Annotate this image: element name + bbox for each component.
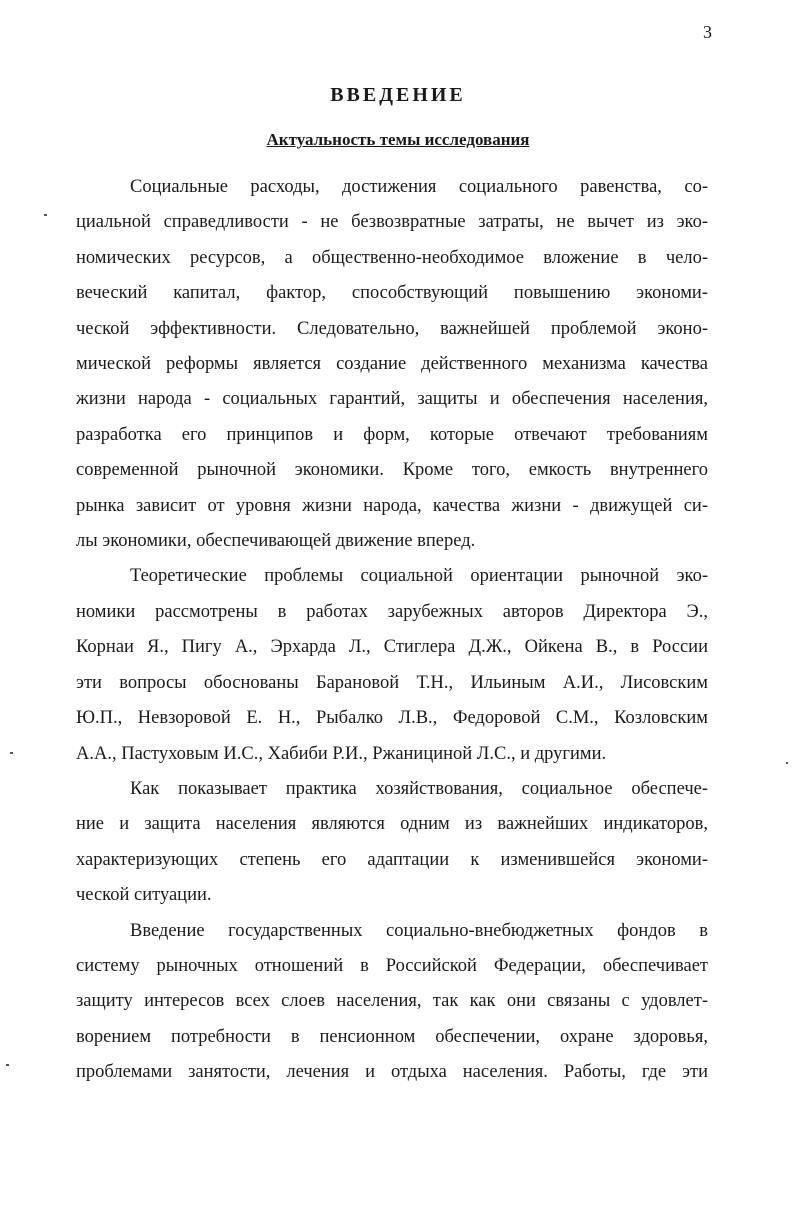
paragraph xyxy=(76,772,708,914)
text-line: мической реформы является создание действенного механизма качества xyxy=(76,354,708,375)
paragraph xyxy=(76,559,708,771)
scan-speck xyxy=(44,214,47,216)
text-line: разработка его принципов и форм, которые отвечают требованиям xyxy=(76,424,708,445)
text-line: жизни народа - социальных гарантий, защиты и обеспечения населения, xyxy=(76,389,708,410)
text-line: эти вопросы обоснованы Барановой Т.Н., Ильиным А.И., Лисовским xyxy=(76,672,708,693)
text-line: проблемами занятости, лечения и отдыха населения. Работы, где эти xyxy=(76,1062,708,1083)
scan-speck xyxy=(10,752,13,754)
text-line: Корнаи Я., Пигу А., Эрхарда Л., Стиглера Д.Ж., Ойкена В., в России xyxy=(76,637,708,658)
text-line: ческой эффективности. Следовательно, важнейшей проблемой эконо- xyxy=(76,318,708,339)
text-line: Ю.П., Невзоровой Е. Н., Рыбалко Л.В., Федоровой С.М., Козловским xyxy=(76,708,708,729)
text-line: ние и защита населения являются одним из важнейших индикаторов, xyxy=(76,814,708,835)
text-line: А.А., Пастуховым И.С., Хабиби Р.И., Ржанициной Л.С., и другими. xyxy=(76,743,607,764)
page-title: ВВЕДЕНИЕ xyxy=(330,84,466,106)
text-line: рынка зависит от уровня жизни народа, качества жизни - движущей си- xyxy=(76,495,708,516)
text-line: ческой ситуации. xyxy=(76,885,212,906)
text-line: номики рассмотрены в работах зарубежных авторов Директора Э., xyxy=(76,601,708,622)
text-line: лы экономики, обеспечивающей движение вперед. xyxy=(76,531,476,552)
text-line: характеризующих степень его адаптации к изменившейся экономи- xyxy=(76,849,708,870)
text-line: циальной справедливости - не безвозвратные затраты, не вычет из эко- xyxy=(76,212,708,233)
text-line: Социальные расходы, достижения социального равенства, со- xyxy=(130,177,708,197)
paragraph xyxy=(76,170,708,559)
body-text xyxy=(76,170,708,1091)
text-line: систему рыночных отношений в Российской Федерации, обеспечивает xyxy=(76,955,708,976)
scan-speck xyxy=(786,762,788,764)
section-subtitle: Актуальность темы исследования xyxy=(266,130,530,149)
text-line: ворением потребности в пенсионном обеспечении, охране здоровья, xyxy=(76,1026,708,1047)
scan-speck xyxy=(6,1064,9,1066)
text-line: номических ресурсов, а общественно-необходимое вложение в чело- xyxy=(76,247,708,268)
text-line: Введение государственных социально-внебюджетных фондов в xyxy=(130,920,708,941)
paragraph xyxy=(76,914,708,1091)
text-line: Теоретические проблемы социальной ориентации рыночной эко- xyxy=(130,566,708,587)
text-line: Как показывает практика хозяйствования, социальное обеспече- xyxy=(130,778,708,799)
page-number: 3 xyxy=(703,22,712,42)
text-line: современной рыночной экономики. Кроме того, емкость внутреннего xyxy=(76,460,708,481)
text-line: защиту интересов всех слоев населения, так как они связаны с удовлет- xyxy=(76,991,708,1012)
text-line: веческий капитал, фактор, способствующий повышению экономи- xyxy=(76,283,708,304)
